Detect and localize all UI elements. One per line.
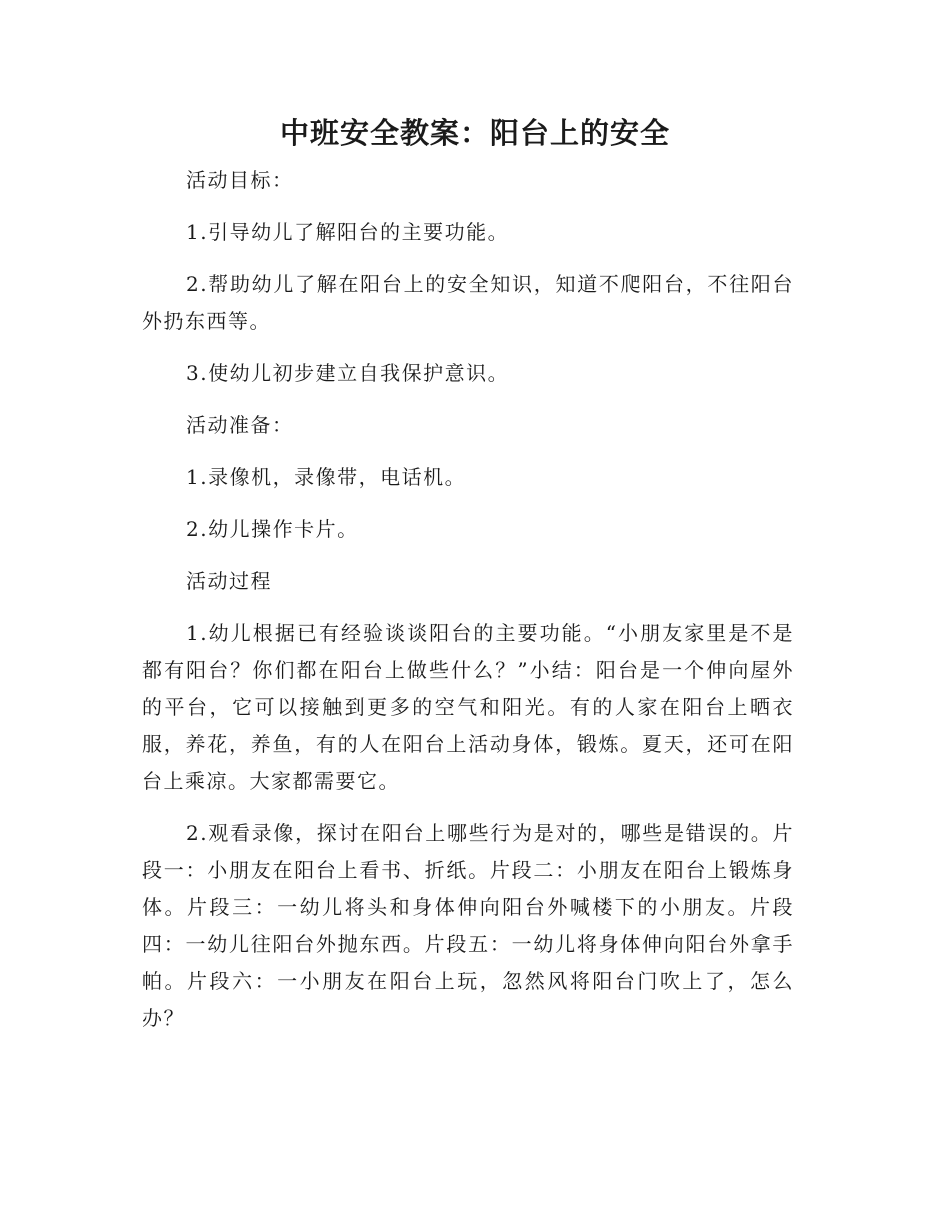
section-heading-process: 活动过程 bbox=[186, 569, 272, 593]
preparation-item-2: 2.幼儿操作卡片。 bbox=[186, 517, 359, 541]
process-step-1: 1.幼儿根据已有经验谈谈阳台的主要功能。“小朋友家里是不是都有阳台？你们都在阳台上做些什么？”小结：阳台是一个伸向屋外的平台，它可以接触到更多的空气和阳光。有的人家在阳台上晒衣服，养花，养鱼，有的人在阳台上活动身体，锻炼。夏天，还可在阳台上乘凉。大家都需要它。 bbox=[142, 621, 794, 793]
preparation-item-1: 1.录像机，录像带，电话机。 bbox=[186, 465, 467, 489]
section-heading-preparation: 活动准备： bbox=[186, 413, 294, 437]
goal-item-3: 3.使幼儿初步建立自我保护意识。 bbox=[186, 361, 510, 385]
section-heading-goals: 活动目标： bbox=[186, 168, 294, 192]
process-step-2: 2.观看录像，探讨在阳台上哪些行为是对的，哪些是错误的。片段一：小朋友在阳台上看书、折纸。片段二：小朋友在阳台上锻炼身体。片段三：一幼儿将头和身体伸向阳台外喊楼下的小朋友。片段四：一幼儿往阳台外抛东西。片段五：一幼儿将身体伸向阳台外拿手帕。片段六：一小朋友在阳台上玩，忽然风将阳台门吹上了，怎么办？ bbox=[142, 821, 794, 1030]
document-body bbox=[142, 162, 794, 1052]
goal-item-2: 2.帮助幼儿了解在阳台上的安全知识，知道不爬阳台，不往阳台外扔东西等。 bbox=[142, 272, 794, 333]
goal-item-1: 1.引导幼儿了解阳台的主要功能。 bbox=[186, 220, 510, 244]
document-title: 中班安全教案：阳台上的安全 bbox=[279, 116, 670, 150]
